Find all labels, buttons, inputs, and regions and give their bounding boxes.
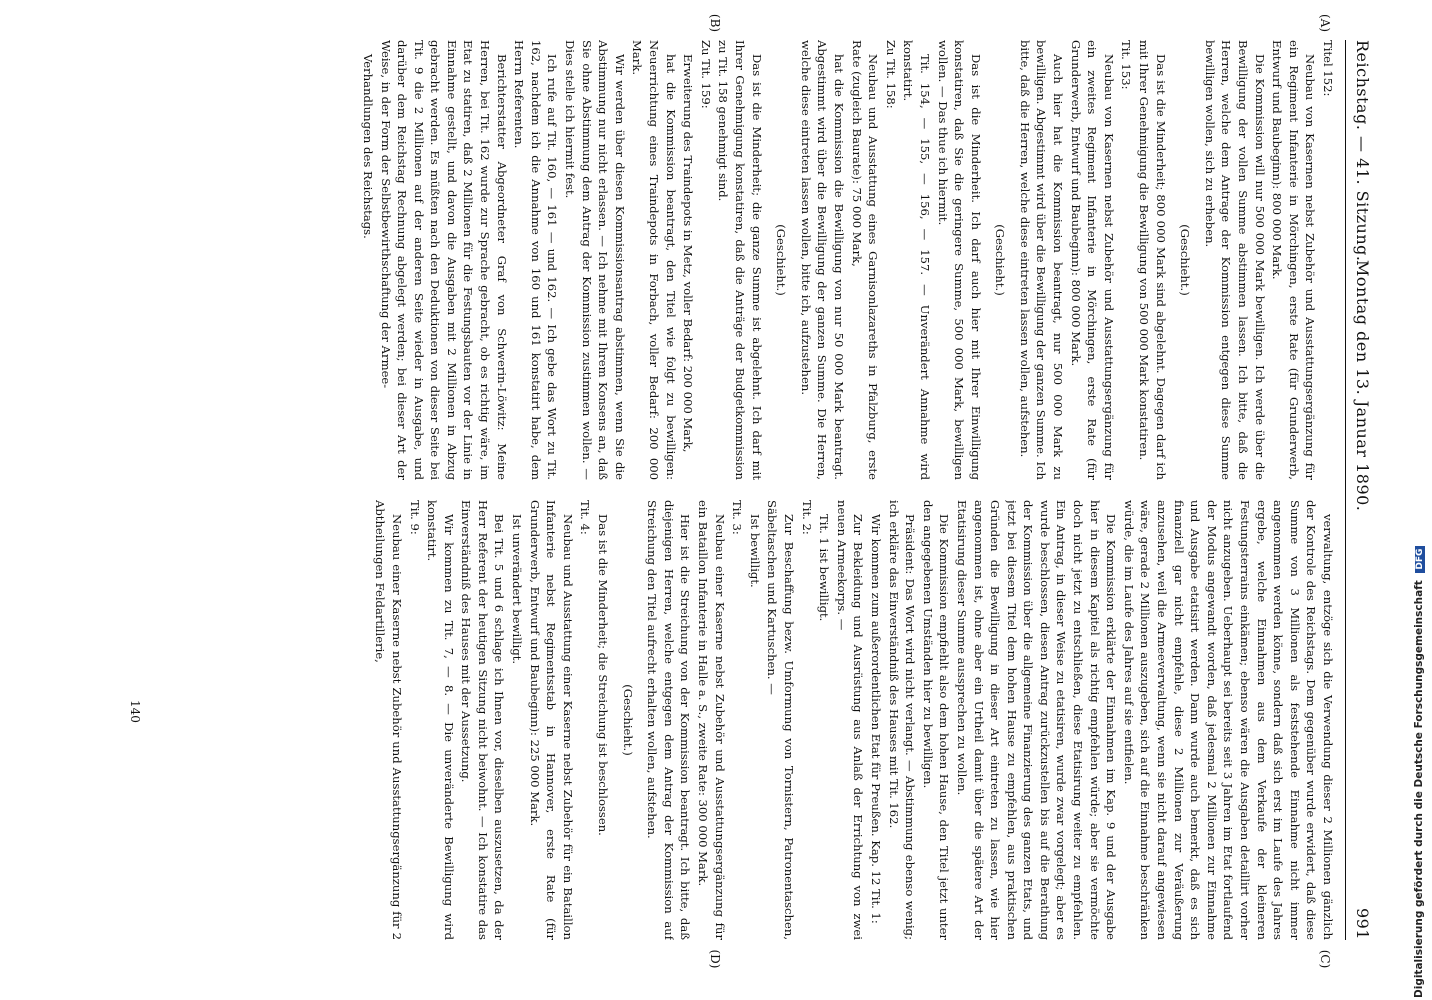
margin-marker-a: (A) <box>1318 13 1332 33</box>
left-paragraph: Neubau von Kasernen nebst Zubehör und Ausstattungsergänzung für ein Regiment Infanterie in Mörchingen, erste Rate (für Grunderwerb, Entwurf und Baubeginn): 800 000 Mark. <box>1270 40 1318 480</box>
right-paragraph: Präsident: Das Wort wird nicht verlangt. — Abstimmung ebenso wenig; ich erkläre das Einverständniß des Hauses mit Tit. 162. <box>886 500 918 940</box>
right-paragraph: Neubau einer Kaserne nebst Zubehör und Ausstattungsergänzung für 2 Abtheilungen Feldartillerie, <box>373 500 404 940</box>
left-paragraph: Verhandlungen des Reichstags. <box>360 54 375 239</box>
right-paragraph: Wir kommen zum außerordentlichen Etat für Preußen. Kap. 12 Tit. 1: <box>868 514 883 924</box>
left-paragraph: Neubau und Ausstattung eines Garnisonlazareths in Pfalzburg, erste Rate (zugleich Baurate): 75 000 Mark, <box>849 40 881 480</box>
left-text-column <box>46 40 1336 480</box>
right-paragraph: Tit. 2: <box>799 500 814 535</box>
right-paragraph: Die Kommission erklärte der Einnahmen im Kap. 9 und der Ausgabe hier in diesem Kapitel als richtig empfehlen würde; aber sie vermöchte doch nicht jetzt zu entschließen, diese Etatisirung weiter zu empfehlen. Ein Antrag, in dieser Weise zu etatisiren, wurde zwar vorgelegt; aber es wurde beschlossen, diesen Antrag zurückzustellen bis auf die Berathung der Kommission über die allgemeine Finanzierung des ganzen Etats, und jetzt bei diesem Titel dem hohen Hause zu empfehlen, aus praktischen Gründen die Bewilligung in dieser Art eintreten zu lassen, wie hier angenommen ist, ohne aber ein Urtheil damit über die spätere Art der Etatisirung dieser Summe aussprechen zu wollen. <box>954 500 1119 940</box>
margin-marker-d: (D) <box>708 949 722 969</box>
header-session: Reichstag. — 41. Sitzung. <box>1353 40 1372 262</box>
right-paragraph: Tit. 1 ist bewilligt. <box>817 514 832 622</box>
right-paragraph: Tit. 4: <box>578 500 593 535</box>
right-paragraph: Tit. 9: <box>407 500 422 535</box>
right-paragraph: Tit. 3: <box>730 500 745 535</box>
dfg-logo: DFG <box>1415 546 1425 573</box>
left-paragraph: (Geschieht.) <box>993 224 1008 296</box>
left-paragraph: hat die Kommission die Bewilligung von nur 50 000 Mark beantragt. Abgestimmt wird über die Bewilligung der ganzen Summe. Die Herren, welche diese eintreten lassen wollen, bitte ich, aufzustehen. <box>798 40 846 480</box>
margin-marker-b: (B) <box>708 13 722 33</box>
left-paragraph: Berichterstatter Abgeordneter Graf von Schwerin-Löwitz: Meine Herren, bei Tit. 162 wurde zur Sprache gebracht, ob es richtig wäre, im Etat zu statiren, daß 2 Millionen für die Festungsbauten vor der Linie in Einnahme gestellt, und davon die Ausgaben mit 2 Millionen in Abzug gebracht werden. Es müßten nach den Deduktionen von dieser Seite bei Tit. 9 die 2 Millionen auf der anderen Seite wieder in Ausgabe, und darüber dem Reichstag Rechnung abgelegt werden; bei dieser Art der Weise, in der Form der Selbstbewirthschaftung der Armee- <box>378 40 509 480</box>
right-paragraph: verwaltung, entzöge sich die Verwendung dieser 2 Millionen gänzlich der Kontrole des Reichstags. Dem gegenüber wurde erwidert, daß diese Summe von 3 Millionen als feststehende Einnahme nicht immer angenommen werden könne, sondern daß sich erst im Laufe des Jahres ergebe, welche Einnahmen aus dem Verkaufe der kleineren Festungsterrains einkämen; ebenso wären die Ausgaben detaillirt vorher nicht anzugeben. Ueberhaupt sei bereits seit 3 Jahren im Etat fortlaufend der Modus angewandt worden, daß jedesmal 2 Millionen zur Einnahme und Ausgabe etatisirt werden. Dann wurde auch bemerkt, daß es sich finanziell gar nicht empfehle, diese 2 Millionen zur Veräußerung anzusehen, weil die Armeeverwaltung, wenn sie nicht darauf angewiesen wäre, gerade 2 Millionen auszugeben, sich auf die Einnahme beschränken würde, die im Laufe des Jahres auf sie entfielen. <box>1121 500 1335 940</box>
printer-signature: 140 <box>128 700 142 723</box>
rotated-page <box>30 0 1432 1000</box>
left-paragraph: hat die Kommission beantragt, den Titel wie folgt zu bewilligen: Neuerrichtung eines Traindepots in Forbach, voller Bedarf: 200 000 Mark. <box>630 40 678 480</box>
page-header <box>1345 40 1376 940</box>
right-paragraph: (Geschieht.) <box>620 684 635 756</box>
left-paragraph: Wir werden über diesen Kommissionsantrag abstimmen, wenn Sie die Abstimmung nur nicht erlassen. — Ich nehme mit Ihrem Konsens an, daß Sie ohne Abstimmung dem Antrag der Kommission zustimmen wollen. — Dies stelle ich hiermit fest. <box>563 40 627 480</box>
left-paragraph: Die Kommission will nur 500 000 Mark bewilligen. Ich werde über die Bewilligung der vollen Summe abstimmen lassen. Ich bitte, daß die Herren, welche dem Antrage der Kommission entgegen diese Summe bewilligen wollen, sich zu erheben. <box>1202 40 1267 480</box>
left-paragraph: Auch hier hat die Kommission beantragt, nur 500 000 Mark zu bewilligen. Abgestimmt wird über die Bewilligung der ganzen Summe. Ich bitte, daß die Herren, welche diese eintreten lassen wollen, aufstehen. <box>1017 40 1066 480</box>
left-paragraph: Erweiterung des Traindepots in Metz, voller Bedarf: 200 000 Mark, <box>681 54 696 453</box>
left-paragraph: Zu Tit. 158: <box>883 40 898 109</box>
right-paragraph: Ist bewilligt. <box>747 514 762 588</box>
right-paragraph: Das ist die Minderheit; die Streichung ist beschlossen. <box>596 514 611 836</box>
right-paragraph: Bei Tit. 5 und 6 schlage ich Ihnen vor, dieselben auszusetzen, da der Herr Referent der heutigen Sitzung nicht beiwohnt. — Ich konstatire das Einverständniß des Hauses mit der Aussetzung. <box>459 500 507 940</box>
dfg-notice <box>1413 546 1425 998</box>
margin-marker-c: (C) <box>1318 949 1332 969</box>
left-paragraph: Titel 152: <box>1321 40 1335 97</box>
dfg-notice-text: Digitalisierung gefördert durch die Deutsche Forschungsgemeinschaft <box>1413 580 1425 998</box>
left-paragraph: Tit. 153: <box>1119 40 1134 90</box>
page-number: 991 <box>1353 907 1372 940</box>
left-paragraph: Das ist die Minderheit. Ich darf auch hier mit Ihrer Einwilligung konstatiren, daß Sie die geringere Summe, 500 000 Mark, bewilligen wollen. — Das thue ich hiermit. <box>935 40 983 480</box>
right-paragraph: Zur Beschaffung bezw. Umformung von Tornistern, Patronentaschen, Säbeltaschen und Kartuschen. — <box>765 500 796 940</box>
left-paragraph: Neubau von Kasernen nebst Zubehör und Ausstattungsergänzung für ein zweites Regiment Infanterie in Mörchingen, erste Rate (für Grunderwerb, Entwurf und Baubeginn): 800 000 Mark. <box>1068 40 1116 480</box>
left-paragraph: Tit. 154, — 155, — 156, — 157. — Unverändert Annahme wird konstatirt. <box>901 40 932 480</box>
right-paragraph: Wir kommen zu Tit. 7, — 8. — Die unveränderte Bewilligung wird konstatirt. <box>425 500 456 940</box>
left-paragraph: (Geschieht.) <box>774 224 789 296</box>
header-date: Montag den 13. Januar 1890. <box>1353 260 1372 512</box>
right-text-column <box>46 500 1336 940</box>
left-paragraph: Das ist die Minderheit; 800 000 Mark sind abgelehnt. Dagegen darf ich mit Ihrer Genehmigung die Bewilligung von 500 000 Mark konstatiren. <box>1137 40 1168 480</box>
right-paragraph: Hier ist die Streichung von der Kommission beantragt. Ich bitte, daß diejenigen Herren, welche entgegen dem Antrag der Kommission auf Streichung den Titel aufrecht erhalten wollen, aufstehen. <box>645 500 693 940</box>
left-paragraph: Zu Tit. 159: <box>698 40 713 109</box>
right-paragraph: Neubau und Ausstattung einer Kaserne nebst Zubehör für ein Bataillon Infanterie nebst Regimentsstab in Hannover, erste Rate (für Grunderwerb, Entwurf und Baubeginn): 225 000 Mark. <box>527 500 575 940</box>
right-paragraph: Neubau einer Kaserne nebst Zubehör und Ausstattungsergänzung für ein Bataillon Infanterie in Halle a. S., zweite Rate: 300 000 Mark. <box>696 500 727 940</box>
left-paragraph: Ich rufe auf Tit. 160, — 161 — und 162. — Ich gebe das Wort zu Tit. 162, nachdem ich die Annahme von 160 und 161 konstatirt habe, dem Herrn Referenten. <box>512 40 560 480</box>
left-paragraph: (Geschieht.) <box>1178 224 1193 296</box>
right-paragraph: Zur Bekleidung und Ausrüstung aus Anlaß der Errichtung von zwei neuen Armeekorps. — <box>834 500 866 940</box>
left-paragraph: Das ist die Minderheit; die ganze Summe ist abgelehnt. Ich darf mit Ihrer Genehmigung konstatiren, daß die Anträge der Budgetkommission zu Tit. 158 genehmigt sind. <box>716 40 764 480</box>
right-paragraph: Ist unverändert bewilligt. <box>510 514 525 665</box>
right-paragraph: Die Kommission empfiehlt also dem hohen Hause, den Titel jetzt unter den angegebenen Umständen hier zu bewilligen. <box>920 500 952 940</box>
